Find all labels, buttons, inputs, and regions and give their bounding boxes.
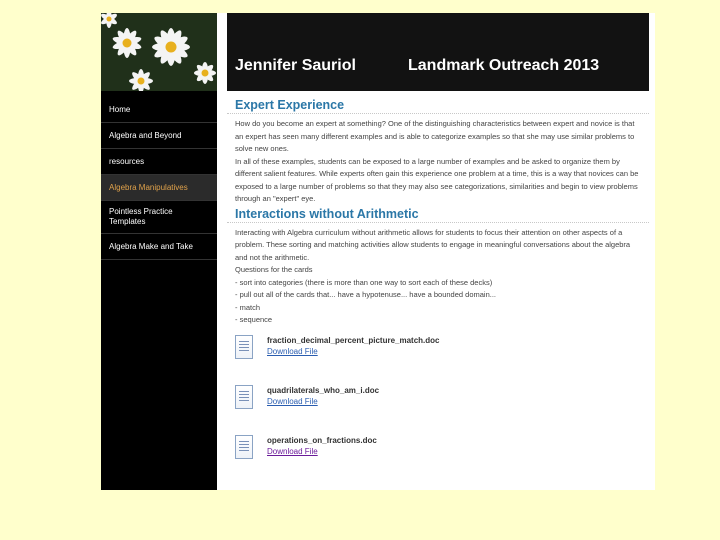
file-name: operations_on_fractions.doc — [267, 435, 377, 445]
sidebar-nav — [101, 97, 217, 260]
sidebar-item-algebra-manipulatives[interactable]: Algebra Manipulatives — [101, 175, 217, 201]
sidebar-item-algebra-and-beyond[interactable]: Algebra and Beyond — [101, 123, 217, 149]
list-item: - match — [235, 302, 261, 312]
file-attachment — [235, 385, 649, 435]
site-header — [227, 13, 649, 91]
download-file-link[interactable]: Download File — [267, 396, 318, 406]
site-title: Landmark Outreach 2013 — [408, 57, 600, 74]
questions-list — [227, 264, 649, 327]
file-attachment — [235, 435, 649, 485]
download-file-link[interactable]: Download File — [267, 446, 318, 456]
sidebar-item-practice-templates[interactable]: Pointless Practice Templates — [101, 201, 217, 234]
sidebar-item-algebra-make-and-take[interactable]: Algebra Make and Take — [101, 234, 217, 260]
section-title-interactions: Interactions without Arithmetic — [227, 206, 649, 223]
paragraph: How do you become an expert at something? One of the distinguishing characteristics between expert and novice is that an expert has seen many different examples and is able to categorize examples so that she may use similar problems to solve new ones. — [235, 119, 635, 153]
list-label: Questions for the cards — [235, 265, 313, 274]
file-attachment — [235, 335, 649, 385]
author-name: Jennifer Sauriol — [235, 57, 356, 74]
file-name: quadrilaterals_who_am_i.doc — [267, 385, 380, 395]
daisy-photo — [101, 13, 217, 91]
document-icon[interactable] — [235, 335, 253, 359]
paragraph: Interacting with Algebra curriculum without arithmetic allows for students to focus their attention on other aspects of a problem. These sorting and matching activities allow students to engage in meaningful conversations about the algebra and not the arithmetic. — [235, 227, 631, 262]
document-icon[interactable] — [235, 385, 253, 409]
website-screenshot — [101, 13, 655, 490]
main-content — [227, 97, 649, 490]
sidebar — [101, 13, 217, 490]
sidebar-item-home[interactable]: Home — [101, 97, 217, 123]
section-title-expert-experience: Expert Experience — [227, 97, 649, 114]
file-name: fraction_decimal_percent_picture_match.doc — [267, 335, 440, 345]
list-item: - pull out all of the cards that... have a hypotenuse... have a bounded domain... — [235, 290, 497, 299]
list-item: - sequence — [235, 315, 273, 324]
document-icon[interactable] — [235, 435, 253, 459]
sidebar-item-resources[interactable]: resources — [101, 149, 217, 175]
download-file-link[interactable]: Download File — [267, 346, 318, 356]
list-item: - sort into categories (there is more than one way to sort each of these decks) — [235, 277, 493, 287]
paragraph: In all of these examples, students can be exposed to a large number of examples and be asked to organize them by different salient features. While experts often gain this experience one problem at a time, this is a way that novices can be exposed to a large number of problems so that they may also see categorizations, similarities and begin to view problems through an "expert" eye. — [235, 156, 639, 203]
